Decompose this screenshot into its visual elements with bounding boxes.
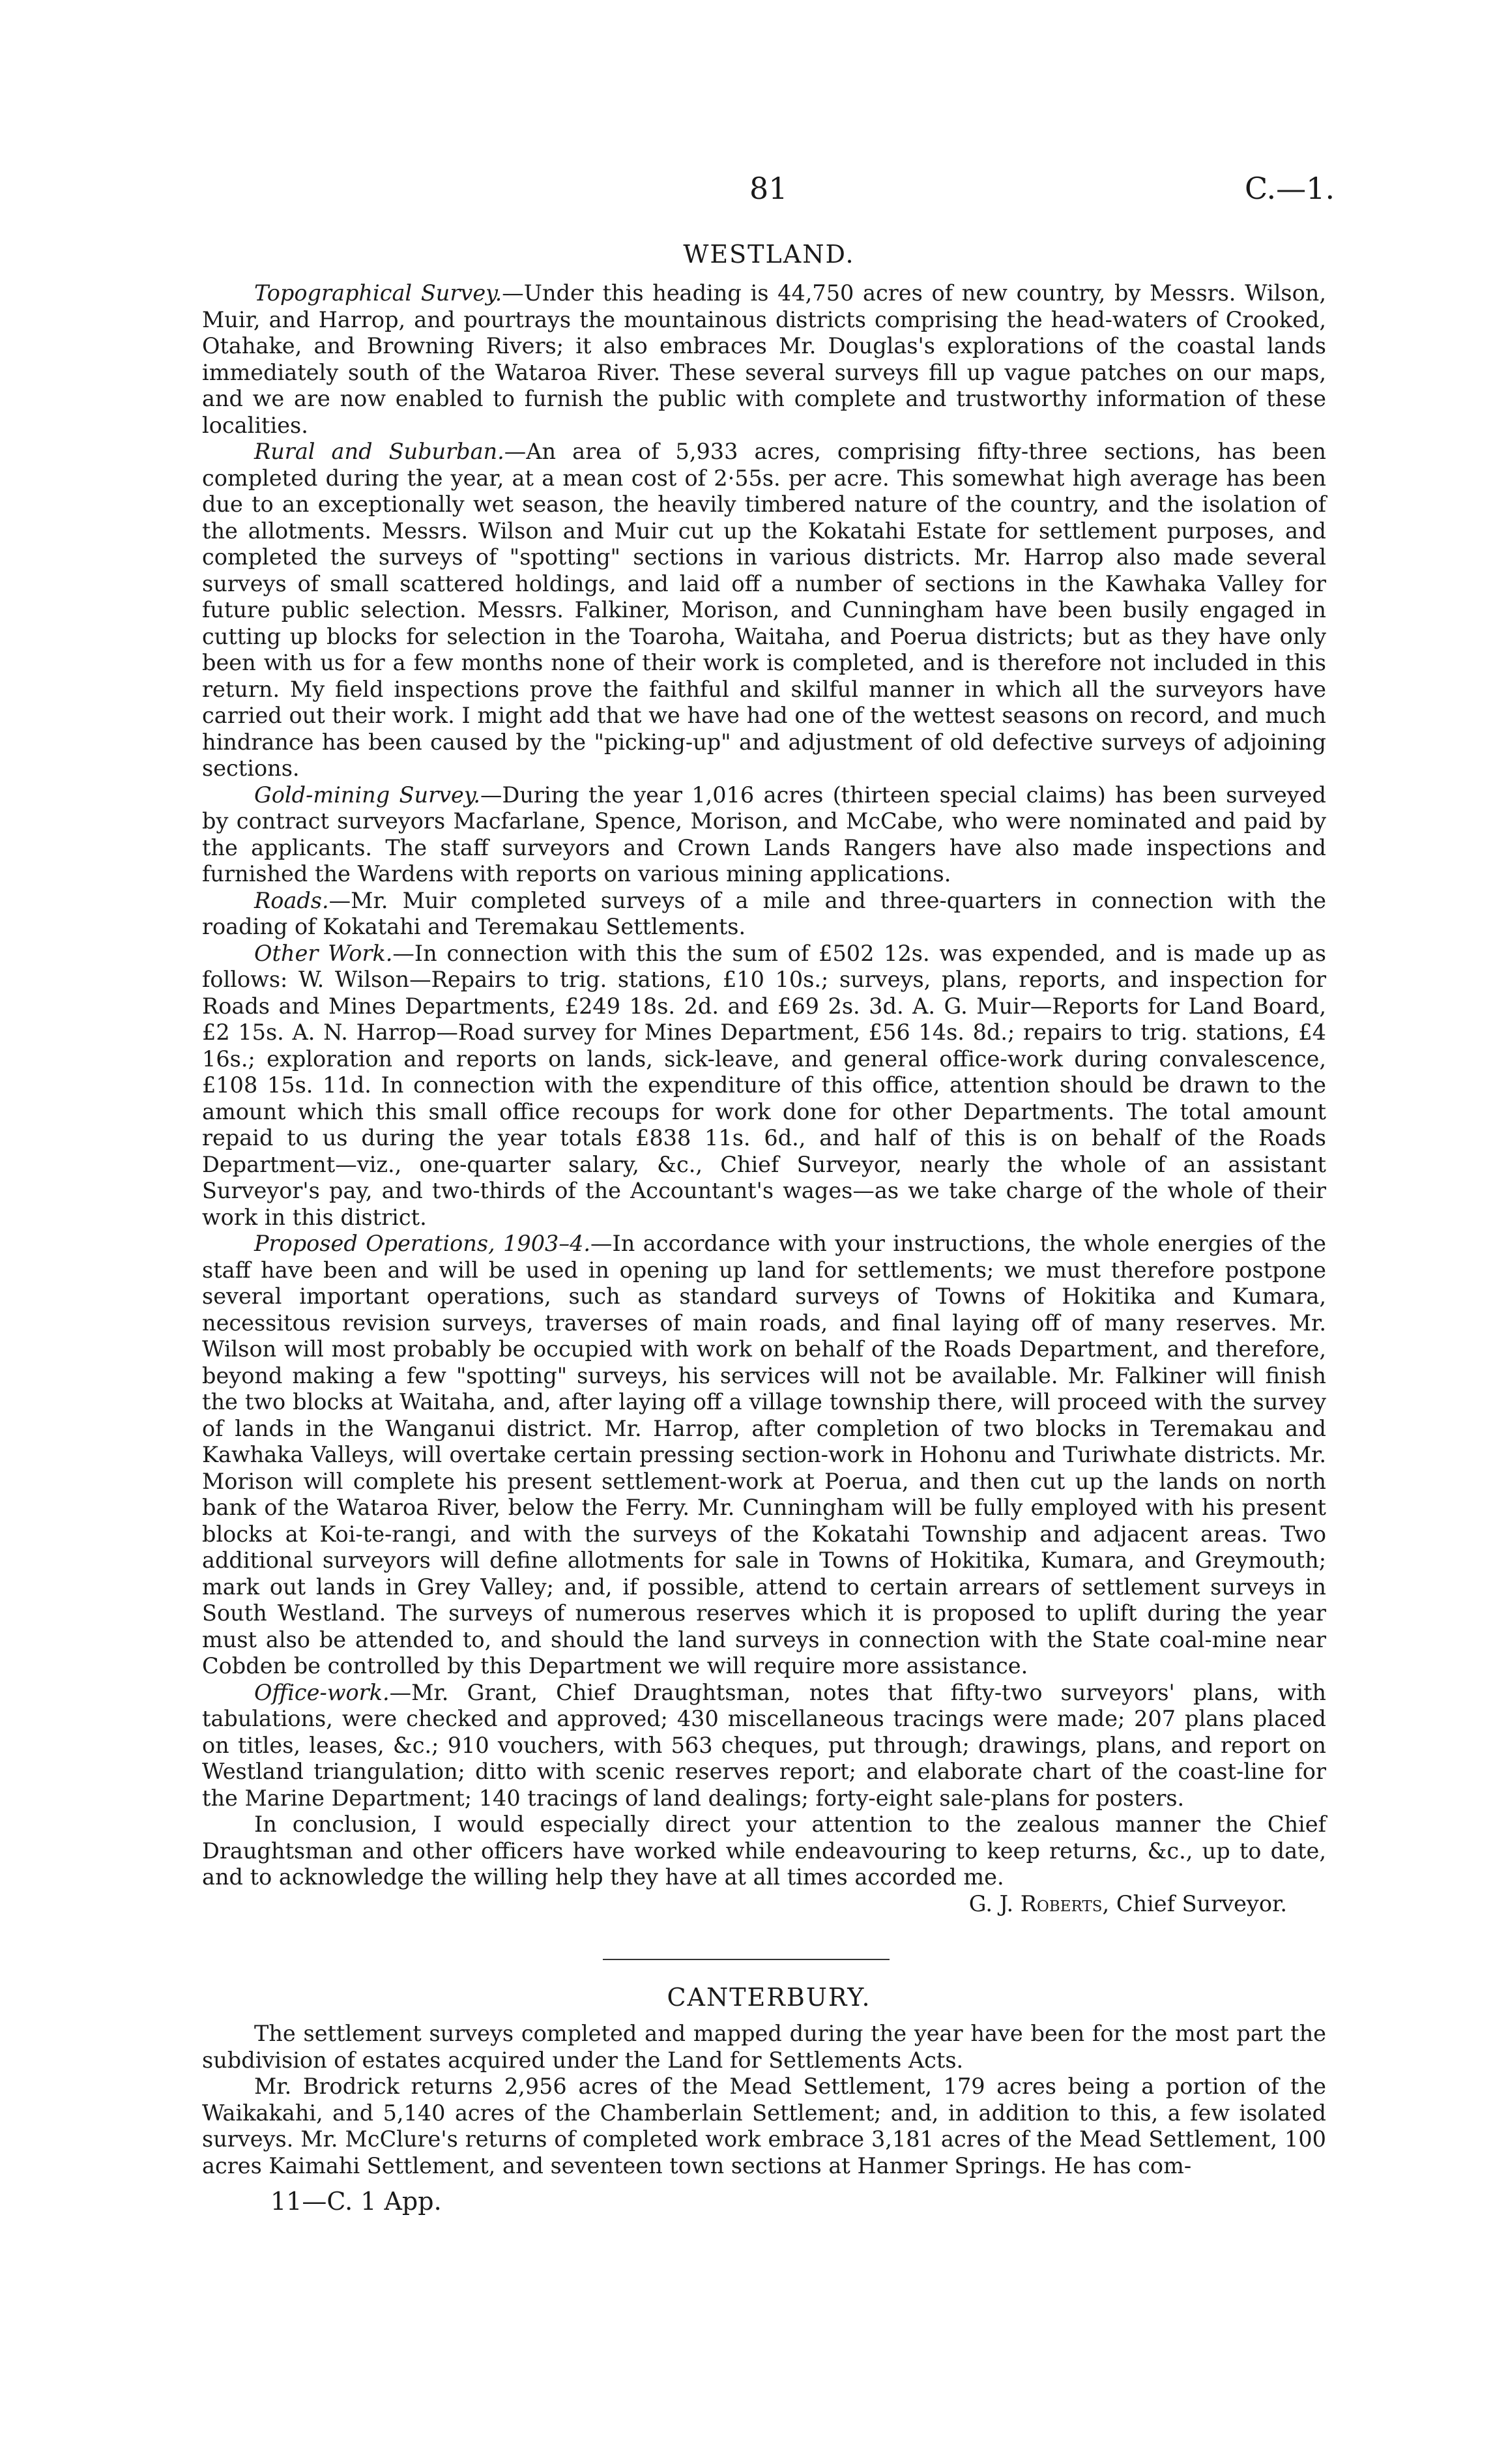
paragraph-topographical bbox=[202, 280, 1326, 439]
text-topographical: —Under this heading is 44,750 acres of new country, by Messrs. Wilson, Muir, and Harrop, and pourtrays the mountainous districts comprising the head-waters of Crooked, Otahake, and Browning Rivers; it also embraces Mr. Douglas's explorations of the coastal lands immediately south of the Wataroa River. These several surveys fill up vague patches on our maps, and we are now enabled to furnish the public with complete and trustworthy information of these localities. bbox=[202, 280, 1327, 438]
text-gold: —During the year 1,016 acres (thirteen special claims) has been surveyed by contract surveyors Macfarlane, Spence, Morison, and McCabe, who were nominated and paid by the applicants. The staff surveyors and Crown Lands Rangers have also made inspections and furnished the Wardens with reports on various mining applications. bbox=[202, 782, 1326, 887]
heading-rural: Rural and Suburban. bbox=[254, 439, 504, 464]
paragraph-canterbury-2: Mr. Brodrick returns 2,956 acres of the Mead Settlement, 179 acres being a portion of the Waikakahi, and 5,140 acres of the Chamberlain Settlement; and, in addition to this, a few isolated surveys. Mr. McClure's returns of completed work embrace 3,181 acres of the Mead Settlement, 100 acres Kaimahi Settlement, and seventeen town sections at Hanmer Springs. He has com- bbox=[202, 2074, 1326, 2178]
paragraph-canterbury-1: The settlement surveys completed and mapped during the year have been for the most part the subdivision of estates acquired under the Land for Settlements Acts. bbox=[202, 2021, 1326, 2073]
paragraph-roads bbox=[202, 888, 1326, 941]
paragraph-conclusion: In conclusion, I would especially direct your attention to the zealous manner the Chief Draughtsman and other officers have worked while endeavouring to keep returns, &c., up to date, and to acknowledge the willing help they have at all times accorded me. bbox=[202, 1811, 1326, 1890]
signature-initials: G. J. bbox=[968, 1890, 1014, 1916]
paragraph-gold bbox=[202, 782, 1326, 888]
signature-title: , Chief Surveyor. bbox=[1102, 1890, 1287, 1916]
footer-reference: 11—C. 1 App. bbox=[270, 2187, 442, 2216]
text-other-work: —In connection with this the sum of £502 12s. was expended, and is made up as follows: W. Wilson—Repairs to trig. stations, £10 10s.; surveys, plans, reports, and inspection for Roads and Mines Departments, £249 18s. 2d. and £69 2s. 3d. A. G. Muir—Reports for Land Board, £2 15s. A. N. Harrop—Road survey for Mines Department, £56 14s. 8d.; repairs to trig. stations, £4 16s.; exploration and reports on lands, sick-leave, and general office-work during convalescence, £108 15s. 11d. In connection with the expenditure of this office, attention should be drawn to the amount which this small office recoups for work done for other Departments. The total amount repaid to us during the year totals £838 11s. 6d., and half of this is on behalf of the Roads Department—viz., one-quarter salary, &c., Chief Surveyor, nearly the whole of an assistant Surveyor's pay, and two-thirds of the Accountant's wages—as we take charge of the whole of their work in this district. bbox=[202, 940, 1326, 1230]
heading-office-work: Office-work. bbox=[254, 1679, 390, 1705]
heading-gold: Gold-mining Survey. bbox=[254, 782, 480, 808]
document-reference: C.—1. bbox=[1245, 171, 1335, 206]
text-proposed: —In accordance with your instructions, the whole energies of the staff have been and will be used in opening up land for settlements; we must therefore postpone several important operations, such as standard surveys of Towns of Hokitika and Kumara, necessitous revision surveys, traverses of main roads, and final laying off of many reserves. Mr. Wilson will most probably be occupied with work on behalf of the Roads Department, and therefore, beyond making a few "spotting" surveys, his services will not be available. Mr. Falkiner will finish the two blocks at Waitaha, and, after laying off a village township there, will proceed with the survey of lands in the Wanganui district. Mr. Harrop, after completion of two blocks in Teremakau and Kawhaka Valleys, will overtake certain pressing section-work in Hohonu and Turiwhate districts. Mr. Morison will complete his present settlement-work at Poerua, and then cut up the lands on north bank of the Wataroa River, below the Ferry. Mr. Cunningham will be fully employed with his present blocks at Koi-te-rangi, and with the surveys of the Kokatahi Township and adjacent areas. Two additional surveyors will define allotments for sale in Towns of Hokitika, Kumara, and Greymouth; mark out lands in Grey Valley; and, if possible, attend to certain arrears of settlement surveys in South Westland. The surveys of numerous reserves which it is proposed to uplift during the year must also be attended to, and should the land surveys in connection with the State coal-mine near Cobden be controlled by this Department we will require more assistance. bbox=[202, 1231, 1326, 1679]
paragraph-office-work bbox=[202, 1680, 1326, 1812]
section-title-westland: WESTLAND. bbox=[683, 240, 855, 269]
heading-proposed: Proposed Operations, 1903–4. bbox=[254, 1231, 591, 1256]
page-number: 81 bbox=[749, 171, 788, 206]
text-office-work: —Mr. Grant, Chief Draughtsman, notes that fifty-two surveyors' plans, with tabulations, were checked and approved; 430 miscellaneous tracings were made; 207 plans placed on titles, leases, &c.; 910 vouchers, with 563 cheques, put through; drawings, plans, and report on Westland triangulation; ditto with scenic reserves report; and elaborate chart of the coast-line for the Marine Department; 140 tracings of land dealings; forty-eight sale-plans for posters. bbox=[202, 1679, 1326, 1811]
signature bbox=[202, 1891, 1287, 1918]
signature-name: Roberts bbox=[1020, 1890, 1103, 1916]
section-title-canterbury: CANTERBURY. bbox=[667, 1983, 871, 2012]
canterbury-body bbox=[202, 2021, 1326, 2179]
paragraph-rural bbox=[202, 439, 1326, 782]
text-rural: —An area of 5,933 acres, comprising fifty-three sections, has been completed during the year, at a mean cost of 2·55s. per acre. This somewhat high average has been due to an exceptionally wet season, the heavily timbered nature of the country, and the isolation of the allotments. Messrs. Wilson and Muir cut up the Kokatahi Estate for settlement purposes, and completed the surveys of "spotting" sections in various districts. Mr. Harrop also made several surveys of small scattered holdings, and laid off a number of sections in the Kawhaka Valley for future public selection. Messrs. Falkiner, Morison, and Cunningham have been busily engaged in cutting up blocks for selection in the Toaroha, Waitaha, and Poerua districts; but as they have only been with us for a few months none of their work is completed, and is therefore not included in this return. My field inspections prove the faithful and skilful manner in which all the surveyors have carried out their work. I might add that we have had one of the wettest seasons on record, and much hindrance has been caused by the "picking-up" and adjustment of old defective surveys of adjoining sections. bbox=[202, 439, 1326, 781]
heading-roads: Roads. bbox=[254, 887, 329, 913]
westland-body bbox=[202, 280, 1326, 1917]
paragraph-other-work bbox=[202, 941, 1326, 1231]
text-roads: —Mr. Muir completed surveys of a mile and three-quarters in connection with the roading of Kokatahi and Teremakau Settlements. bbox=[202, 887, 1326, 939]
paragraph-proposed bbox=[202, 1231, 1326, 1680]
heading-topographical: Topographical Survey. bbox=[254, 280, 502, 306]
section-divider bbox=[603, 1959, 890, 1960]
heading-other-work: Other Work. bbox=[254, 940, 393, 966]
